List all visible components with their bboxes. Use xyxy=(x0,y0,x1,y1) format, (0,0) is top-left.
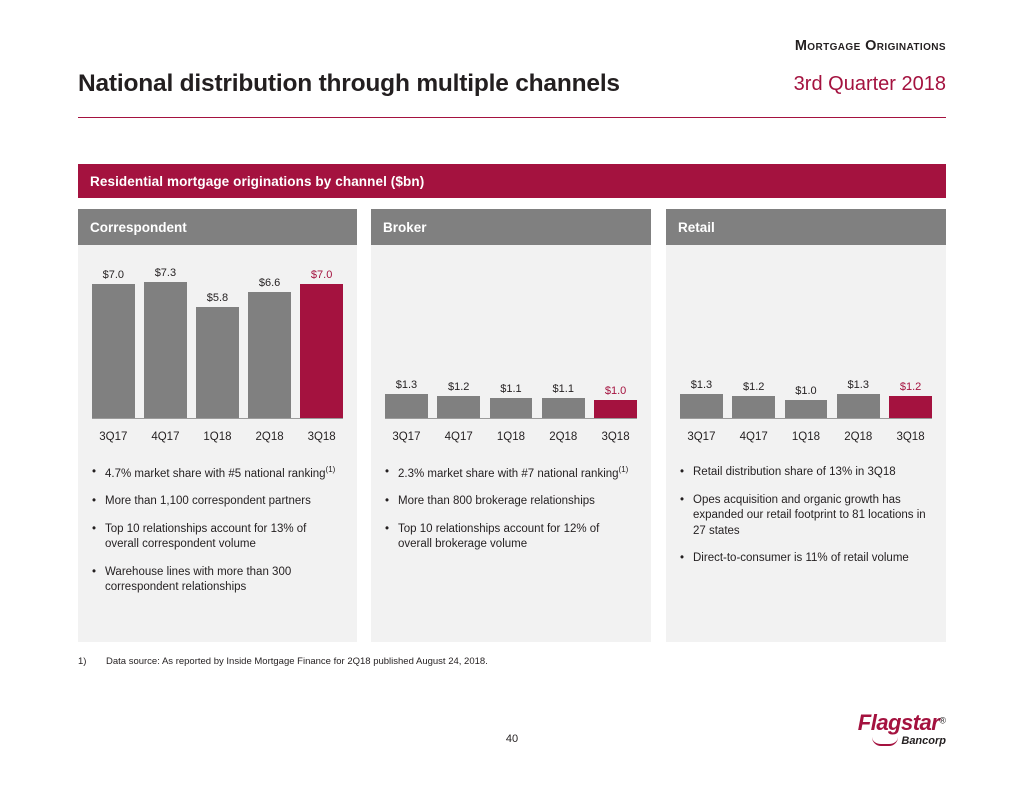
footnote xyxy=(78,656,488,667)
bullet-text: Opes acquisition and organic growth has expanded our retail footprint to 81 locations in 27 states xyxy=(693,493,926,537)
bar-slot xyxy=(837,267,880,419)
footnote-reference: (1) xyxy=(618,465,629,474)
bar-slot xyxy=(785,267,828,419)
bar xyxy=(490,398,533,419)
bullet-text: Top 10 relationships account for 13% of overall correspondent volume xyxy=(105,522,307,551)
panel-heading-correspondent: Correspondent xyxy=(78,209,357,245)
x-tick-label: 1Q18 xyxy=(203,431,232,443)
x-axis-broker xyxy=(385,418,637,419)
bullet-item xyxy=(92,465,341,482)
x-tick-label: 4Q17 xyxy=(444,431,473,443)
bar-value-label: $1.3 xyxy=(690,379,713,391)
chart-broker xyxy=(371,245,651,451)
x-tick-label: 3Q18 xyxy=(307,431,336,443)
x-tick-label: 4Q17 xyxy=(151,431,180,443)
bar xyxy=(732,396,775,419)
chart-retail xyxy=(666,245,946,451)
x-tick-label: 3Q17 xyxy=(687,431,716,443)
bar-group-correspondent xyxy=(92,267,343,419)
bar xyxy=(785,400,828,419)
bullet-item xyxy=(680,493,930,540)
chart-correspondent xyxy=(78,245,357,451)
bar-value-label: $7.3 xyxy=(154,267,177,279)
bar-group-broker xyxy=(385,267,637,419)
bar xyxy=(542,398,585,419)
bullet-item xyxy=(680,465,930,481)
bar xyxy=(837,394,880,419)
bar xyxy=(144,282,187,419)
logo-wordmark xyxy=(846,712,946,734)
bullet-item xyxy=(92,494,341,510)
bar xyxy=(437,396,480,419)
panel-heading-broker: Broker xyxy=(371,209,651,245)
bullet-text: 2.3% market share with #7 national ranking$^{(1)}$ xyxy=(398,465,629,480)
bar-value-label: $1.0 xyxy=(604,384,627,397)
x-tick-labels-retail xyxy=(680,431,932,443)
page-title: National distribution through multiple channels xyxy=(78,70,620,97)
panel-retail xyxy=(666,209,946,642)
bar-slot xyxy=(542,267,585,419)
bar xyxy=(889,396,932,419)
footnote-marker: 1) xyxy=(78,656,87,667)
bullet-dot-icon: • xyxy=(385,495,390,508)
bar xyxy=(300,284,343,419)
bullet-dot-icon: • xyxy=(385,522,390,535)
footnote-reference: (1) xyxy=(325,465,336,474)
x-tick-label: 3Q18 xyxy=(601,431,630,443)
bar xyxy=(248,292,291,419)
bar-value-label: $1.2 xyxy=(742,380,765,393)
quarter-label: 3rd Quarter 2018 xyxy=(793,73,946,95)
logo-subtitle-row xyxy=(846,736,946,747)
bullet-item xyxy=(385,522,635,553)
bar-value-label: $7.0 xyxy=(310,269,333,282)
bar-value-label: $7.0 xyxy=(102,269,125,282)
bullet-dot-icon: • xyxy=(92,495,97,508)
x-tick-label: 3Q17 xyxy=(99,431,128,443)
plot-area-retail xyxy=(680,267,932,419)
bar-value-label: $1.1 xyxy=(500,382,522,395)
bullet-dot-icon: • xyxy=(680,466,685,478)
bullet-item xyxy=(92,565,341,596)
x-tick-label: 2Q18 xyxy=(255,431,284,443)
bar-value-label: $6.6 xyxy=(258,277,281,290)
panel-heading-retail: Retail xyxy=(666,209,946,245)
bar-slot xyxy=(248,267,291,419)
logo-subtitle: Bancorp xyxy=(901,735,946,747)
bar xyxy=(594,400,637,419)
bar-slot xyxy=(889,267,932,419)
bar-slot xyxy=(594,267,637,419)
bar-slot xyxy=(490,267,533,419)
x-axis-retail xyxy=(680,418,932,419)
plot-area-broker xyxy=(385,267,637,419)
bullet-item xyxy=(680,551,930,567)
x-tick-label: 2Q18 xyxy=(844,431,873,443)
bar-slot xyxy=(144,267,187,419)
bullet-list-broker xyxy=(371,451,651,575)
bar-slot xyxy=(92,267,135,419)
logo-registered-mark: ® xyxy=(939,715,946,726)
bar-value-label: $1.1 xyxy=(552,382,574,395)
section-band: Residential mortgage originations by channel ($bn) xyxy=(78,164,946,198)
bar-value-label: $1.0 xyxy=(795,384,817,397)
x-tick-label: 3Q17 xyxy=(392,431,421,443)
bullet-text: Retail distribution share of 13% in 3Q18 xyxy=(693,466,896,478)
bullet-text: Warehouse lines with more than 300 correspondent relationships xyxy=(105,565,292,594)
x-tick-label: 4Q17 xyxy=(739,431,768,443)
x-tick-label: 1Q18 xyxy=(791,431,821,443)
section-eyebrow: Mortgage Originations xyxy=(794,38,946,54)
page-number: 40 xyxy=(505,733,519,745)
x-tick-label: 2Q18 xyxy=(549,431,578,443)
bar-value-label: $1.2 xyxy=(899,380,922,393)
bullet-item xyxy=(385,494,635,510)
bar-group-retail xyxy=(680,267,932,419)
bullet-dot-icon: • xyxy=(385,466,390,478)
bullet-list-retail xyxy=(666,451,946,589)
header-divider xyxy=(78,117,946,118)
bullet-text: More than 1,100 correspondent partners xyxy=(105,495,311,508)
panel-correspondent xyxy=(78,209,357,642)
bullet-list-correspondent xyxy=(78,451,357,618)
swoosh-icon xyxy=(872,737,898,746)
panel-broker xyxy=(371,209,651,642)
bar-slot xyxy=(680,267,723,419)
x-axis-correspondent xyxy=(92,418,343,419)
bar-value-label: $1.3 xyxy=(395,379,418,391)
bar-slot xyxy=(300,267,343,419)
bar-value-label: $1.2 xyxy=(447,380,470,393)
x-tick-labels-broker xyxy=(385,431,637,443)
x-tick-label: 3Q18 xyxy=(896,431,925,443)
bar-slot xyxy=(437,267,480,419)
bullet-dot-icon: • xyxy=(92,565,97,578)
bar-value-label: $5.8 xyxy=(206,292,229,305)
bar xyxy=(196,307,239,419)
bullet-dot-icon: • xyxy=(680,493,685,506)
bullet-text: 4.7% market share with #5 national ranking$^{(1)}$ xyxy=(105,465,336,480)
x-tick-label: 1Q18 xyxy=(496,431,526,443)
bar xyxy=(680,394,723,419)
plot-area-correspondent xyxy=(92,267,343,419)
bar xyxy=(92,284,135,419)
bullet-text: More than 800 brokerage relationships xyxy=(398,495,595,508)
bullet-dot-icon: • xyxy=(92,522,97,535)
bar-slot xyxy=(385,267,428,419)
x-tick-labels-correspondent xyxy=(92,431,343,443)
bar xyxy=(385,394,428,419)
bullet-item xyxy=(385,465,635,482)
bar-value-label: $1.3 xyxy=(847,379,869,391)
bar-slot xyxy=(732,267,775,419)
logo-name: Flagstar xyxy=(857,710,940,735)
bullet-dot-icon: • xyxy=(92,466,97,478)
footnote-text: Data source: As reported by Inside Mortgage Finance for 2Q18 published August 24, 2018. xyxy=(106,656,488,667)
bullet-dot-icon: • xyxy=(680,552,685,565)
flagstar-logo xyxy=(846,712,946,747)
bullet-item xyxy=(92,522,341,553)
bullet-text: Direct-to-consumer is 11% of retail volume xyxy=(693,552,909,565)
bullet-text: Top 10 relationships account for 12% of overall brokerage volume xyxy=(398,522,600,551)
bar-slot xyxy=(196,267,239,419)
